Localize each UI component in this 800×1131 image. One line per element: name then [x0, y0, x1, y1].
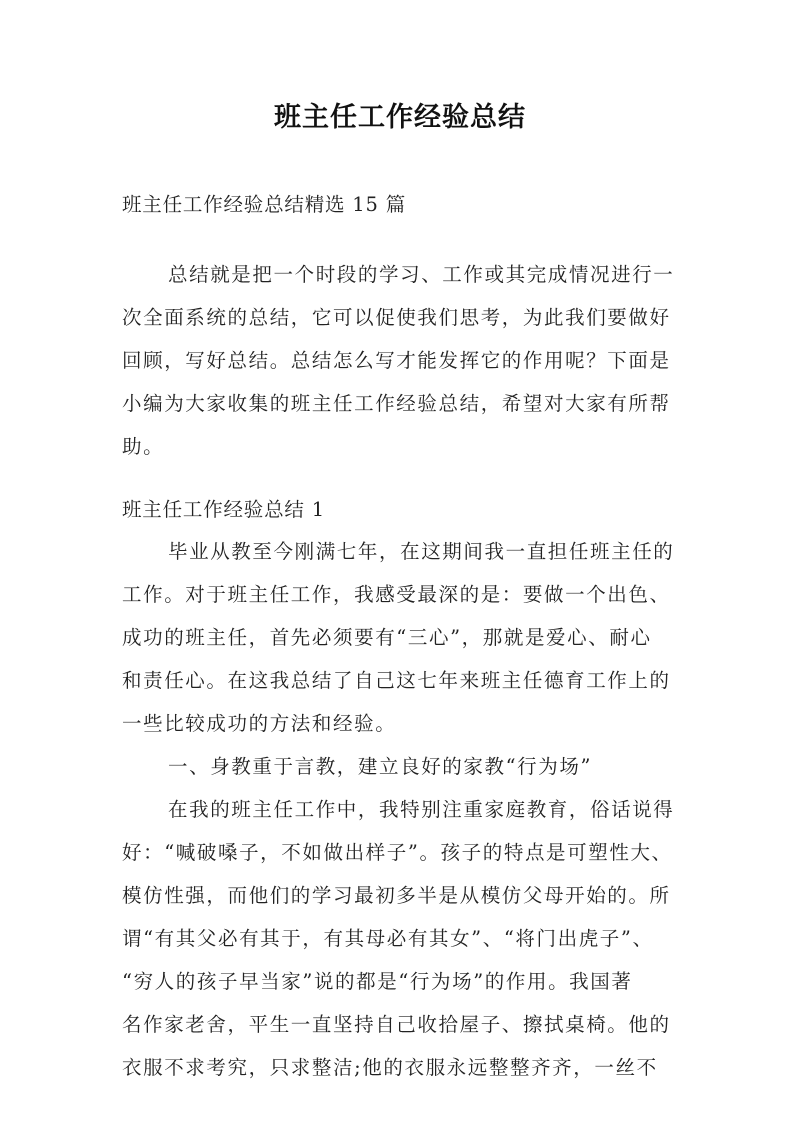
intro-line: 总结就是把一个时段的学习、工作或其完成情况进行一 — [168, 263, 675, 286]
intro-line: 助。 — [122, 435, 165, 458]
intro-line: 小编为大家收集的班主任工作经验总结，希望对大家有所帮 — [122, 392, 671, 415]
body-line: 名作家老舍，平生一直坚持自己收拾屋子、擦拭桌椅。他的 — [122, 1013, 671, 1036]
body-line: 成功的班主任，首先必须要有“三心”，那就是爱心、耐心 — [122, 626, 652, 649]
section-heading: 班主任工作经验总结 1 — [122, 498, 325, 521]
subsection-heading: 一、身教重于言教，建立良好的家教“行为场” — [168, 755, 593, 778]
body-line: “穷人的孩子早当家”说的都是“行为场”的作用。我国著 — [122, 970, 633, 993]
body-line: 好：“喊破嗓子，不如做出样子”。孩子的特点是可塑性大、 — [122, 841, 673, 864]
intro-line: 回顾，写好总结。总结怎么写才能发挥它的作用呢？下面是 — [122, 349, 671, 372]
body-line: 模仿性强，而他们的学习最初多半是从模仿父母开始的。所 — [122, 884, 671, 907]
body-line: 工作。对于班主任工作，我感受最深的是：要做一个出色、 — [122, 583, 671, 606]
document-subtitle: 班主任工作经验总结精选 15 篇 — [122, 193, 407, 216]
body-line: 在我的班主任工作中，我特别注重家庭教育，俗话说得 — [168, 798, 675, 821]
body-line: 一些比较成功的方法和经验。 — [122, 712, 397, 735]
body-line: 毕业从教至今刚满七年，在这期间我一直担任班主任的 — [168, 540, 675, 563]
body-line: 和责任心。在这我总结了自己这七年来班主任德育工作上的 — [122, 669, 671, 692]
document-title: 班主任工作经验总结 — [274, 102, 526, 133]
intro-line: 次全面系统的总结，它可以促使我们思考，为此我们要做好 — [122, 306, 671, 329]
body-line: 谓“有其父必有其于，有其母必有其女”、“将门出虎子”、 — [122, 927, 654, 950]
body-line: 衣服不求考究，只求整洁;他的衣服永远整整齐齐，一丝不 — [122, 1056, 658, 1079]
